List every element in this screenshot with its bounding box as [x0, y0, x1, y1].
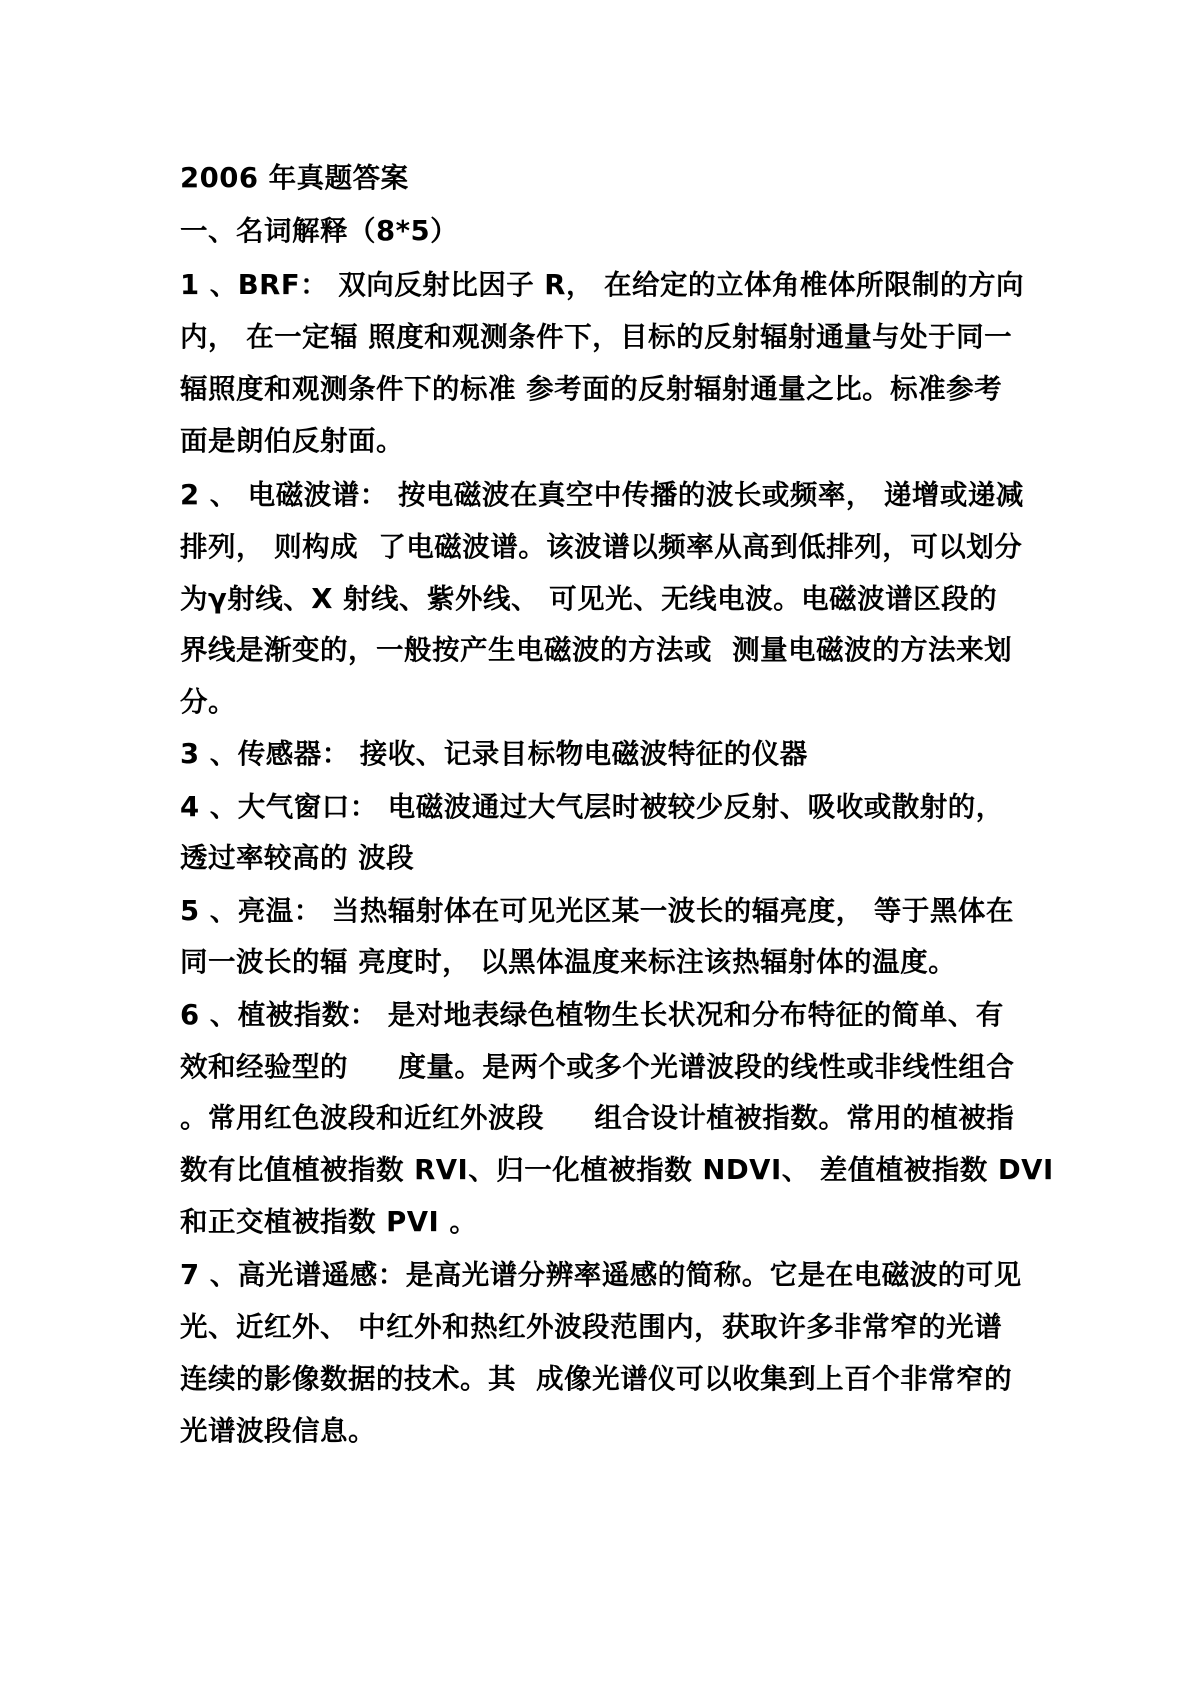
document-title: 2006 年真题答案 — [180, 162, 409, 194]
text-line: 分。 — [180, 686, 236, 718]
text-line: 光、近红外、 中红外和热红外波段范围内，获取许多非常窄的光谱 — [180, 1311, 1003, 1343]
text-line: 内， 在一定辐 照度和观测条件下，目标的反射辐射通量与处于同一 — [180, 321, 1013, 353]
text-line: 2 、 电磁波谱： 按电磁波在真空中传播的波长或频率， 递增或递减 — [180, 479, 1024, 511]
text-line: 。常用红色波段和近红外波段 组合设计植被指数。常用的植被指 — [180, 1102, 1015, 1134]
text-line: 7 、高光谱遥感：是高光谱分辨率遥感的简称。它是在电磁波的可见 — [180, 1259, 1022, 1291]
text-line: 4 、大气窗口： 电磁波通过大气层时被较少反射、吸收或散射的， — [180, 791, 1004, 823]
text-line: 连续的影像数据的技术。其 成像光谱仪可以收集到上百个非常窄的 — [180, 1363, 1013, 1395]
text-line: 光谱波段信息。 — [180, 1415, 376, 1447]
text-line: 界线是渐变的，一般按产生电磁波的方法或 测量电磁波的方法来划 — [180, 634, 1013, 666]
text-line: 面是朗伯反射面。 — [180, 425, 404, 457]
text-line: 辐照度和观测条件下的标准 参考面的反射辐射通量之比。标准参考 — [180, 373, 1003, 405]
text-line: 同一波长的辐 亮度时， 以黑体温度来标注该热辐射体的温度。 — [180, 946, 957, 978]
text-line: 3 、传感器： 接收、记录目标物电磁波特征的仪器 — [180, 738, 808, 770]
text-line: 1 、BRF： 双向反射比因子 R， 在给定的立体角椎体所限制的方向 — [180, 269, 1025, 301]
text-line: 5 、亮温： 当热辐射体在可见光区某一波长的辐亮度， 等于黑体在 — [180, 895, 1014, 927]
section-heading: 一、名词解释（8*5） — [180, 215, 459, 247]
text-line: 效和经验型的 度量。是两个或多个光谱波段的线性或非线性组合 — [180, 1051, 1015, 1083]
text-line: 6 、植被指数： 是对地表绿色植物生长状况和分布特征的简单、有 — [180, 999, 1004, 1031]
text-line: 为γ射线、X 射线、紫外线、 可见光、无线电波。电磁波谱区段的 — [180, 583, 998, 615]
text-line: 排列， 则构成 了电磁波谱。该波谱以频率从高到低排列，可以划分 — [180, 531, 1023, 563]
text-line: 和正交植被指数 PVI 。 — [180, 1206, 478, 1238]
text-line: 透过率较高的 波段 — [180, 842, 415, 874]
text-line: 数有比值植被指数 RVI、归一化植被指数 NDVI、 差值植被指数 DVI — [180, 1154, 1054, 1186]
